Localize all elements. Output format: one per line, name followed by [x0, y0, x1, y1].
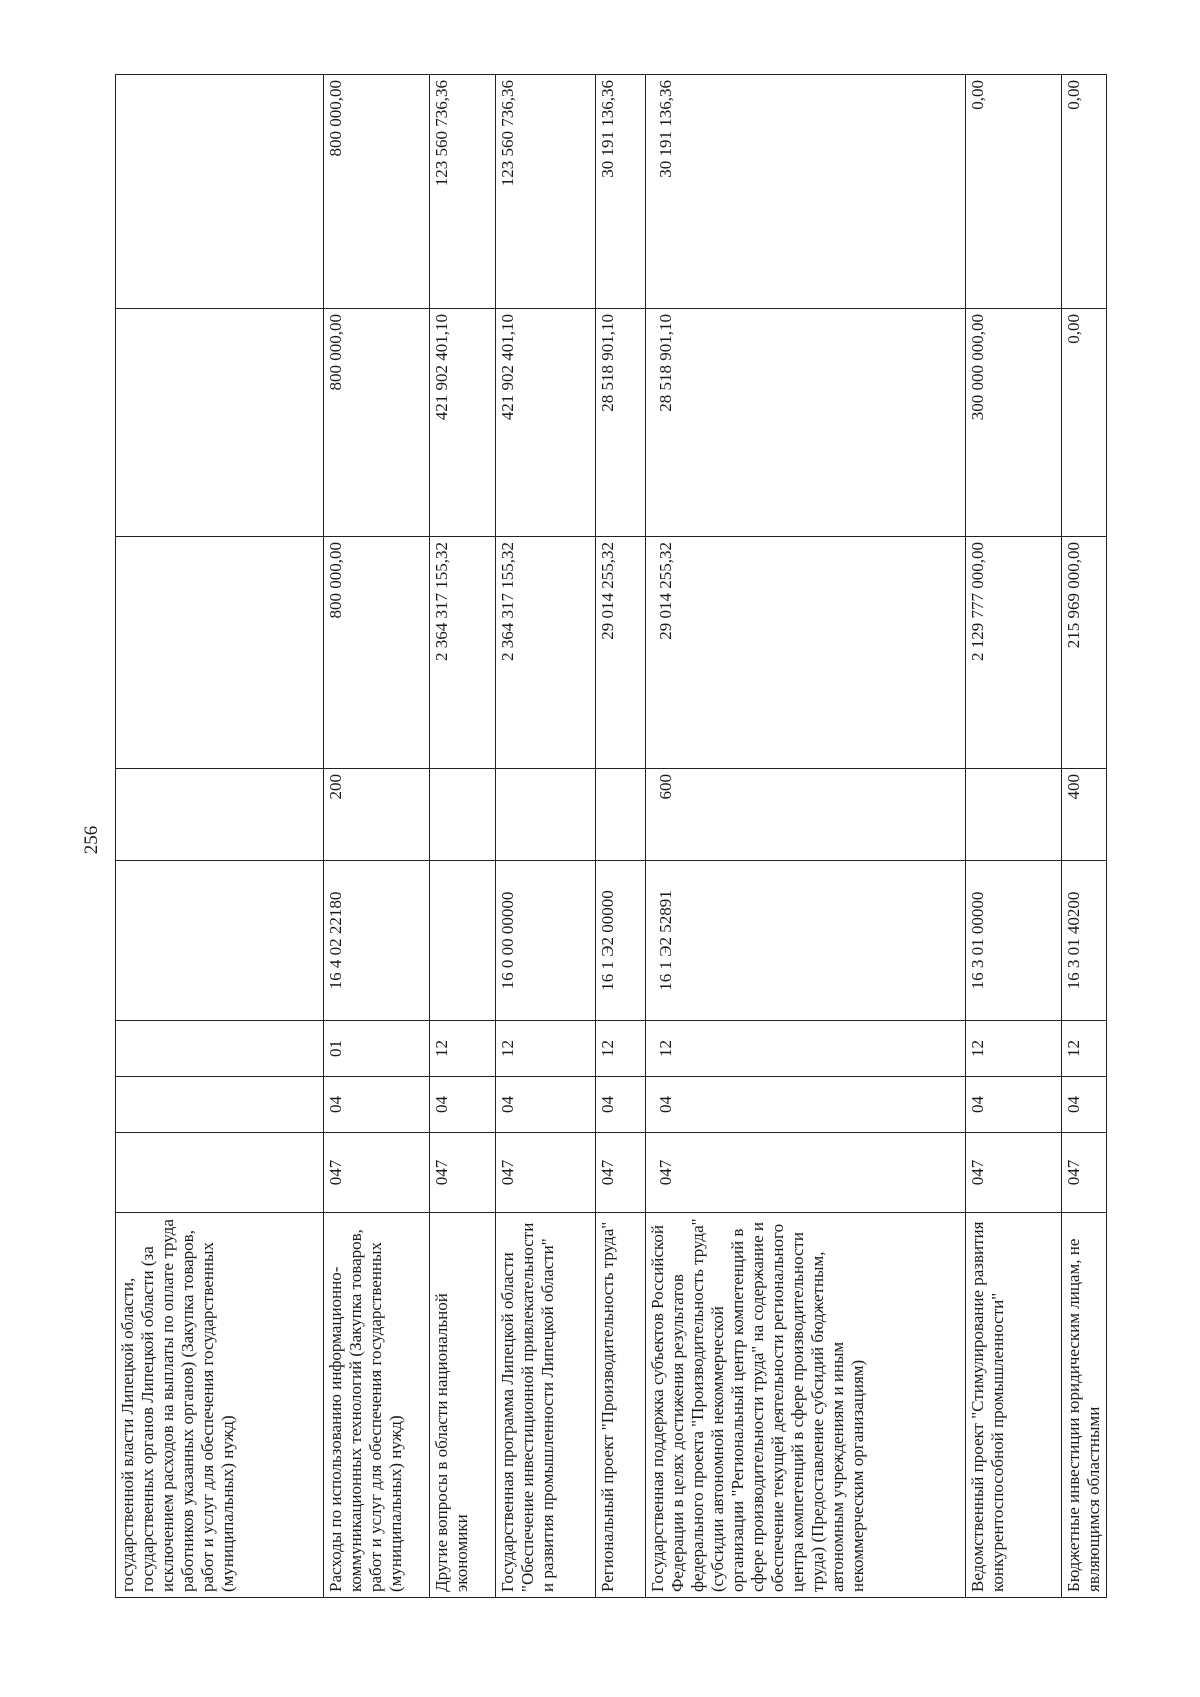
- code-csr: [116, 861, 324, 1021]
- row-description: Региональный проект "Производительность труда": [596, 1213, 646, 1598]
- code-gr: 047: [496, 1133, 596, 1213]
- amount-v1: 800 000,00: [324, 537, 430, 769]
- amount-v3: 123 560 736,36: [430, 75, 496, 309]
- amount-v1: 2 129 777 000,00: [966, 537, 1062, 769]
- amount-v2: 800 000,00: [324, 309, 430, 537]
- code-gr: 047: [966, 1133, 1062, 1213]
- table-row: [966, 75, 1062, 1598]
- row-description: Другие вопросы в области национальной экономики: [430, 1213, 496, 1598]
- table-row: [646, 75, 966, 1598]
- code-pr: 12: [596, 1021, 646, 1077]
- amount-vr: 200: [324, 769, 430, 861]
- row-description: Бюджетные инвестиции юридическим лицам, не являющимся областными: [1062, 1213, 1107, 1598]
- code-gr: 047: [324, 1133, 430, 1213]
- code-rz: 04: [966, 1077, 1062, 1133]
- amount-v2: 421 902 401,10: [496, 309, 596, 537]
- amount-v3: 0,00: [966, 75, 1062, 309]
- amount-v2: 421 902 401,10: [430, 309, 496, 537]
- row-description: Государственная программа Липецкой области "Обеспечение инвестиционной привлекательности и развития промышленности Липецкой области": [496, 1213, 596, 1598]
- amount-vr: [596, 769, 646, 861]
- code-pr: 12: [430, 1021, 496, 1077]
- table-row: [430, 75, 496, 1598]
- code-pr: 12: [966, 1021, 1062, 1077]
- amount-v1: 2 364 317 155,32: [430, 537, 496, 769]
- code-gr: [116, 1133, 324, 1213]
- code-csr: 16 0 00 00000: [496, 861, 596, 1021]
- amount-vr: [966, 769, 1062, 861]
- amount-v3: 30 191 136,36: [596, 75, 646, 309]
- code-csr: 16 4 02 22180: [324, 861, 430, 1021]
- amount-v2: 28 518 901,10: [646, 309, 966, 537]
- code-rz: 04: [324, 1077, 430, 1133]
- code-pr: 01: [324, 1021, 430, 1077]
- amount-v1: 2 364 317 155,32: [496, 537, 596, 769]
- code-csr: 16 3 01 00000: [966, 861, 1062, 1021]
- code-rz: 04: [430, 1077, 496, 1133]
- amount-v1: 215 969 000,00: [1062, 537, 1107, 769]
- amount-vr: 400: [1062, 769, 1107, 861]
- table-row: [324, 75, 430, 1598]
- amount-vr: [496, 769, 596, 861]
- code-pr: 12: [496, 1021, 596, 1077]
- amount-v2: 0,00: [1062, 309, 1107, 537]
- table-row: [1062, 75, 1107, 1598]
- code-pr: 12: [1062, 1021, 1107, 1077]
- code-gr: 047: [646, 1133, 966, 1213]
- code-rz: 04: [1062, 1077, 1107, 1133]
- amount-v2: 28 518 901,10: [596, 309, 646, 537]
- code-pr: [116, 1021, 324, 1077]
- amount-v3: [116, 75, 324, 309]
- row-description: Расходы по использованию информационно-коммуникационных технологий (Закупка товаров, работ и услуг для обеспечения государственных (муниципальных) нужд): [324, 1213, 430, 1598]
- table-row: [596, 75, 646, 1598]
- table-row: [496, 75, 596, 1598]
- code-pr: 12: [646, 1021, 966, 1077]
- page-number: 256: [81, 825, 102, 855]
- code-csr: 16 1 Э2 00000: [596, 861, 646, 1021]
- amount-v3: 30 191 136,36: [646, 75, 966, 309]
- code-csr: [430, 861, 496, 1021]
- amount-v3: 0,00: [1062, 75, 1107, 309]
- amount-v3: 123 560 736,36: [496, 75, 596, 309]
- table-row: [116, 75, 324, 1598]
- code-csr: 16 1 Э2 52891: [646, 861, 966, 1021]
- budget-table: [115, 74, 1107, 1598]
- amount-vr: [116, 769, 324, 861]
- code-rz: [116, 1077, 324, 1133]
- code-rz: 04: [646, 1077, 966, 1133]
- code-rz: 04: [596, 1077, 646, 1133]
- amount-v1: [116, 537, 324, 769]
- amount-vr: 600: [646, 769, 966, 861]
- amount-vr: [430, 769, 496, 861]
- amount-v1: 29 014 255,32: [646, 537, 966, 769]
- code-rz: 04: [496, 1077, 596, 1133]
- code-gr: 047: [1062, 1133, 1107, 1213]
- table-container: [115, 80, 1200, 1598]
- code-csr: 16 3 01 40200: [1062, 861, 1107, 1021]
- row-description: Государственная поддержка субъектов Российской Федерации в целях достижения результатов федерального проекта "Производительность труда" (субсидии автономной некоммерческой организации "Региональный центр компетенций в сфере производительности труда" на содержание и обеспечение текущей деятельности регионального центра компетенций в сфере производительности труда) (Предоставление субсидий бюджетным, автономным учреждениям и иным некоммерческим организациям): [646, 1213, 966, 1598]
- amount-v3: 800 000,00: [324, 75, 430, 309]
- amount-v1: 29 014 255,32: [596, 537, 646, 769]
- row-description: государственной власти Липецкой области, государственных органов Липецкой области (за исключением расходов на выплаты по оплате труда работников указанных органов) (Закупка товаров, работ и услуг для обеспечения государственных (муниципальных) нужд): [116, 1213, 324, 1598]
- amount-v2: 300 000 000,00: [966, 309, 1062, 537]
- amount-v2: [116, 309, 324, 537]
- code-gr: 047: [596, 1133, 646, 1213]
- code-gr: 047: [430, 1133, 496, 1213]
- row-description: Ведомственный проект "Стимулирование развития конкурентоспособной промышленности": [966, 1213, 1062, 1598]
